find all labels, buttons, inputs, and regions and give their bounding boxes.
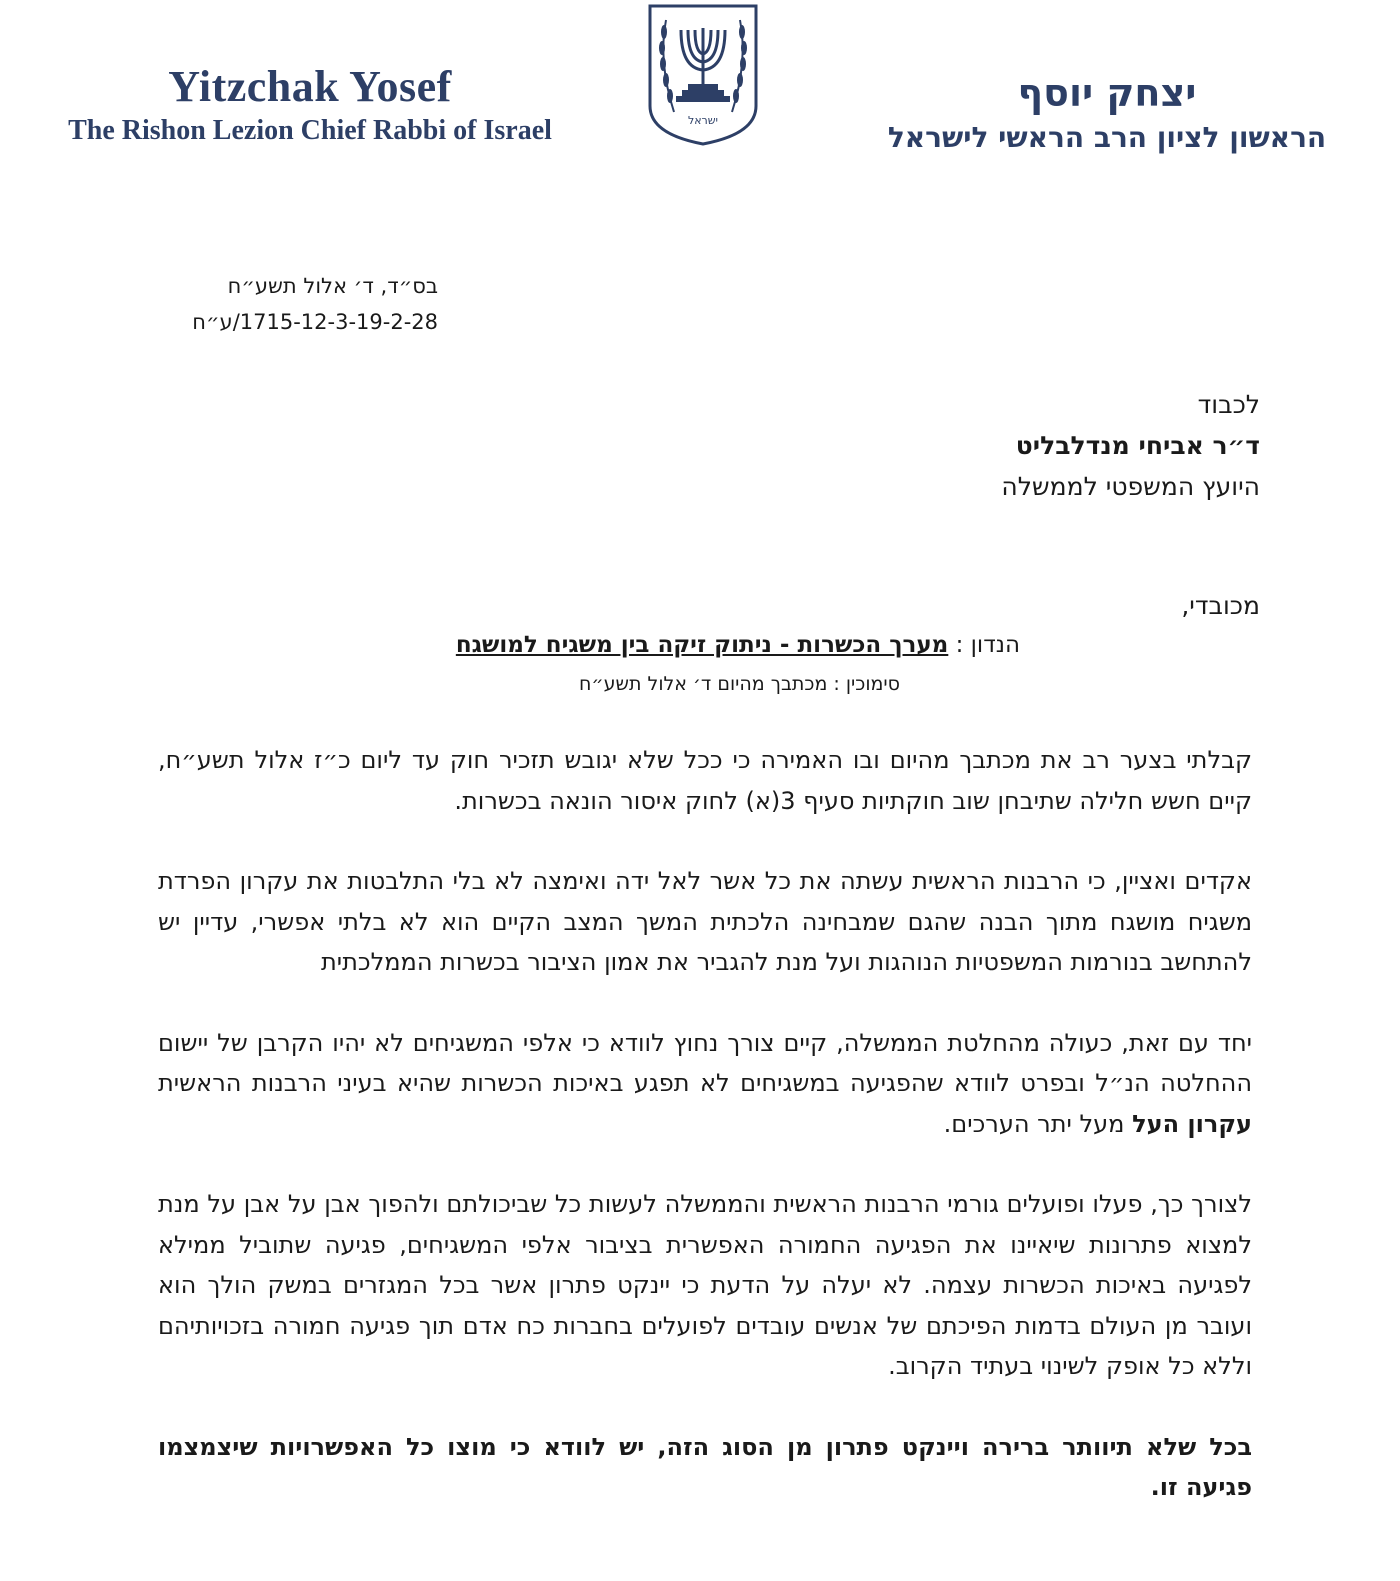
state-emblem-icon bbox=[644, 2, 762, 148]
subject-label: הנדון : bbox=[955, 632, 1020, 658]
rabbi-title-hebrew: הראשון לציון הרב הראשי לישראל bbox=[887, 121, 1327, 154]
rabbi-name-hebrew: יצחק יוסף bbox=[1017, 71, 1197, 115]
paragraph-3-end: מעל יתר הערכים. bbox=[943, 1109, 1133, 1138]
letterhead-english bbox=[40, 62, 580, 148]
reference-number: 1715-12-3-19-2-28/ע״ח bbox=[192, 310, 438, 334]
subject-text: מערך הכשרות - ניתוק זיקה בין משגיח למושגח bbox=[455, 632, 949, 658]
paragraph-1: קבלתי בצער רב את מכתבך מהיום ובו האמירה כי ככל שלא יגובש תזכיר חוק עד ליום כ״ז אלול תשע״ח, קיים חשש חלילה שתיבחן שוב חוקתיות סעיף 3(א) לחוק איסור הונאה בכשרות. bbox=[158, 746, 1252, 815]
addressee-name: ד״ר אביחי מנדלבליט bbox=[1015, 431, 1260, 460]
emblem-caption: ישראל bbox=[687, 114, 719, 127]
paragraph-4: לצורך כך, פעלו ופועלים גורמי הרבנות הראשית והממשלה לעשות כל שביכולתם ולהפוך אבן על אבן על מנת למצוא פתרונות שיאיינו את הפגיעה החמורה האפשרית בציבור אלפי המשגיחים, פגיעה שתוביל ממילא לפגיעה באיכות הכשרות עצמה. לא יעלה על הדעת כי יינקט פתרון אשר בכל המגזרים במשק הולך הוא ועובר מן העולם בדמות הפיכתם של אנשים עובדים לפועלים בחברות כח אדם תוך פגיעה חמורה בזכויותיהם וללא כל אופק לשינוי בעתיד הקרוב. bbox=[158, 1190, 1252, 1380]
salutation: לכבוד bbox=[1197, 390, 1260, 419]
addressee-role: היועץ המשפטי לממשלה bbox=[1001, 472, 1260, 501]
paragraph-2: אקדים ואציין, כי הרבנות הראשית עשתה את כל אשר לאל ידה ואימצה לא בלי התלבטות את עקרון הפרדת משגיח מושגח מתוך הבנה שהגם שמבחינה הלכתית המשך המצב הקיים הוא לא בלתי אפשרי, עדיין יש להתחשב בנורמות המשפטיות הנוהגות ועל מנת להגביר את אמון הציבור בכשרות הממלכתית bbox=[158, 867, 1252, 976]
reference-text: מכתבך מהיום ד׳ אלול תשע״ח bbox=[578, 673, 828, 695]
greeting: מכובדי, bbox=[1181, 591, 1260, 620]
letter-date: בס״ד, ד׳ אלול תשע״ח bbox=[227, 274, 438, 298]
paragraph-3-emphasis: עקרון העל bbox=[1132, 1109, 1252, 1138]
reference-label: סימוכין : bbox=[833, 673, 900, 695]
rabbi-title-english: The Rishon Lezion Chief Rabbi of Israel bbox=[68, 115, 552, 146]
paragraph-5: בכל שלא תיוותר ברירה ויינקט פתרון מן הסוג הזה, יש לוודא כי מוצו כל האפשרויות שיצמצמו פגיעה זו. bbox=[158, 1432, 1252, 1501]
addressee-block bbox=[1001, 384, 1260, 507]
rabbi-name-english: Yitzchak Yosef bbox=[168, 62, 452, 111]
paragraph-3-start: יחד עם זאת, כעולה מהחלטת הממשלה, קיים צורך נחוץ לוודא כי אלפי המשגיחים לא יהיו הקרבן של יישום ההחלטה הנ״ל ובפרט לוודא שהפגיעה במשגיחים לא תפגע באיכות הכשרות שהיא בעיני הרבנות הראשית bbox=[158, 1028, 1252, 1097]
subject-line bbox=[300, 628, 1020, 662]
letterhead-hebrew bbox=[872, 70, 1342, 156]
reference-line bbox=[400, 668, 900, 700]
letter-body bbox=[158, 740, 1252, 1508]
paragraph-3 bbox=[158, 1023, 1252, 1145]
reference-block bbox=[158, 268, 438, 340]
